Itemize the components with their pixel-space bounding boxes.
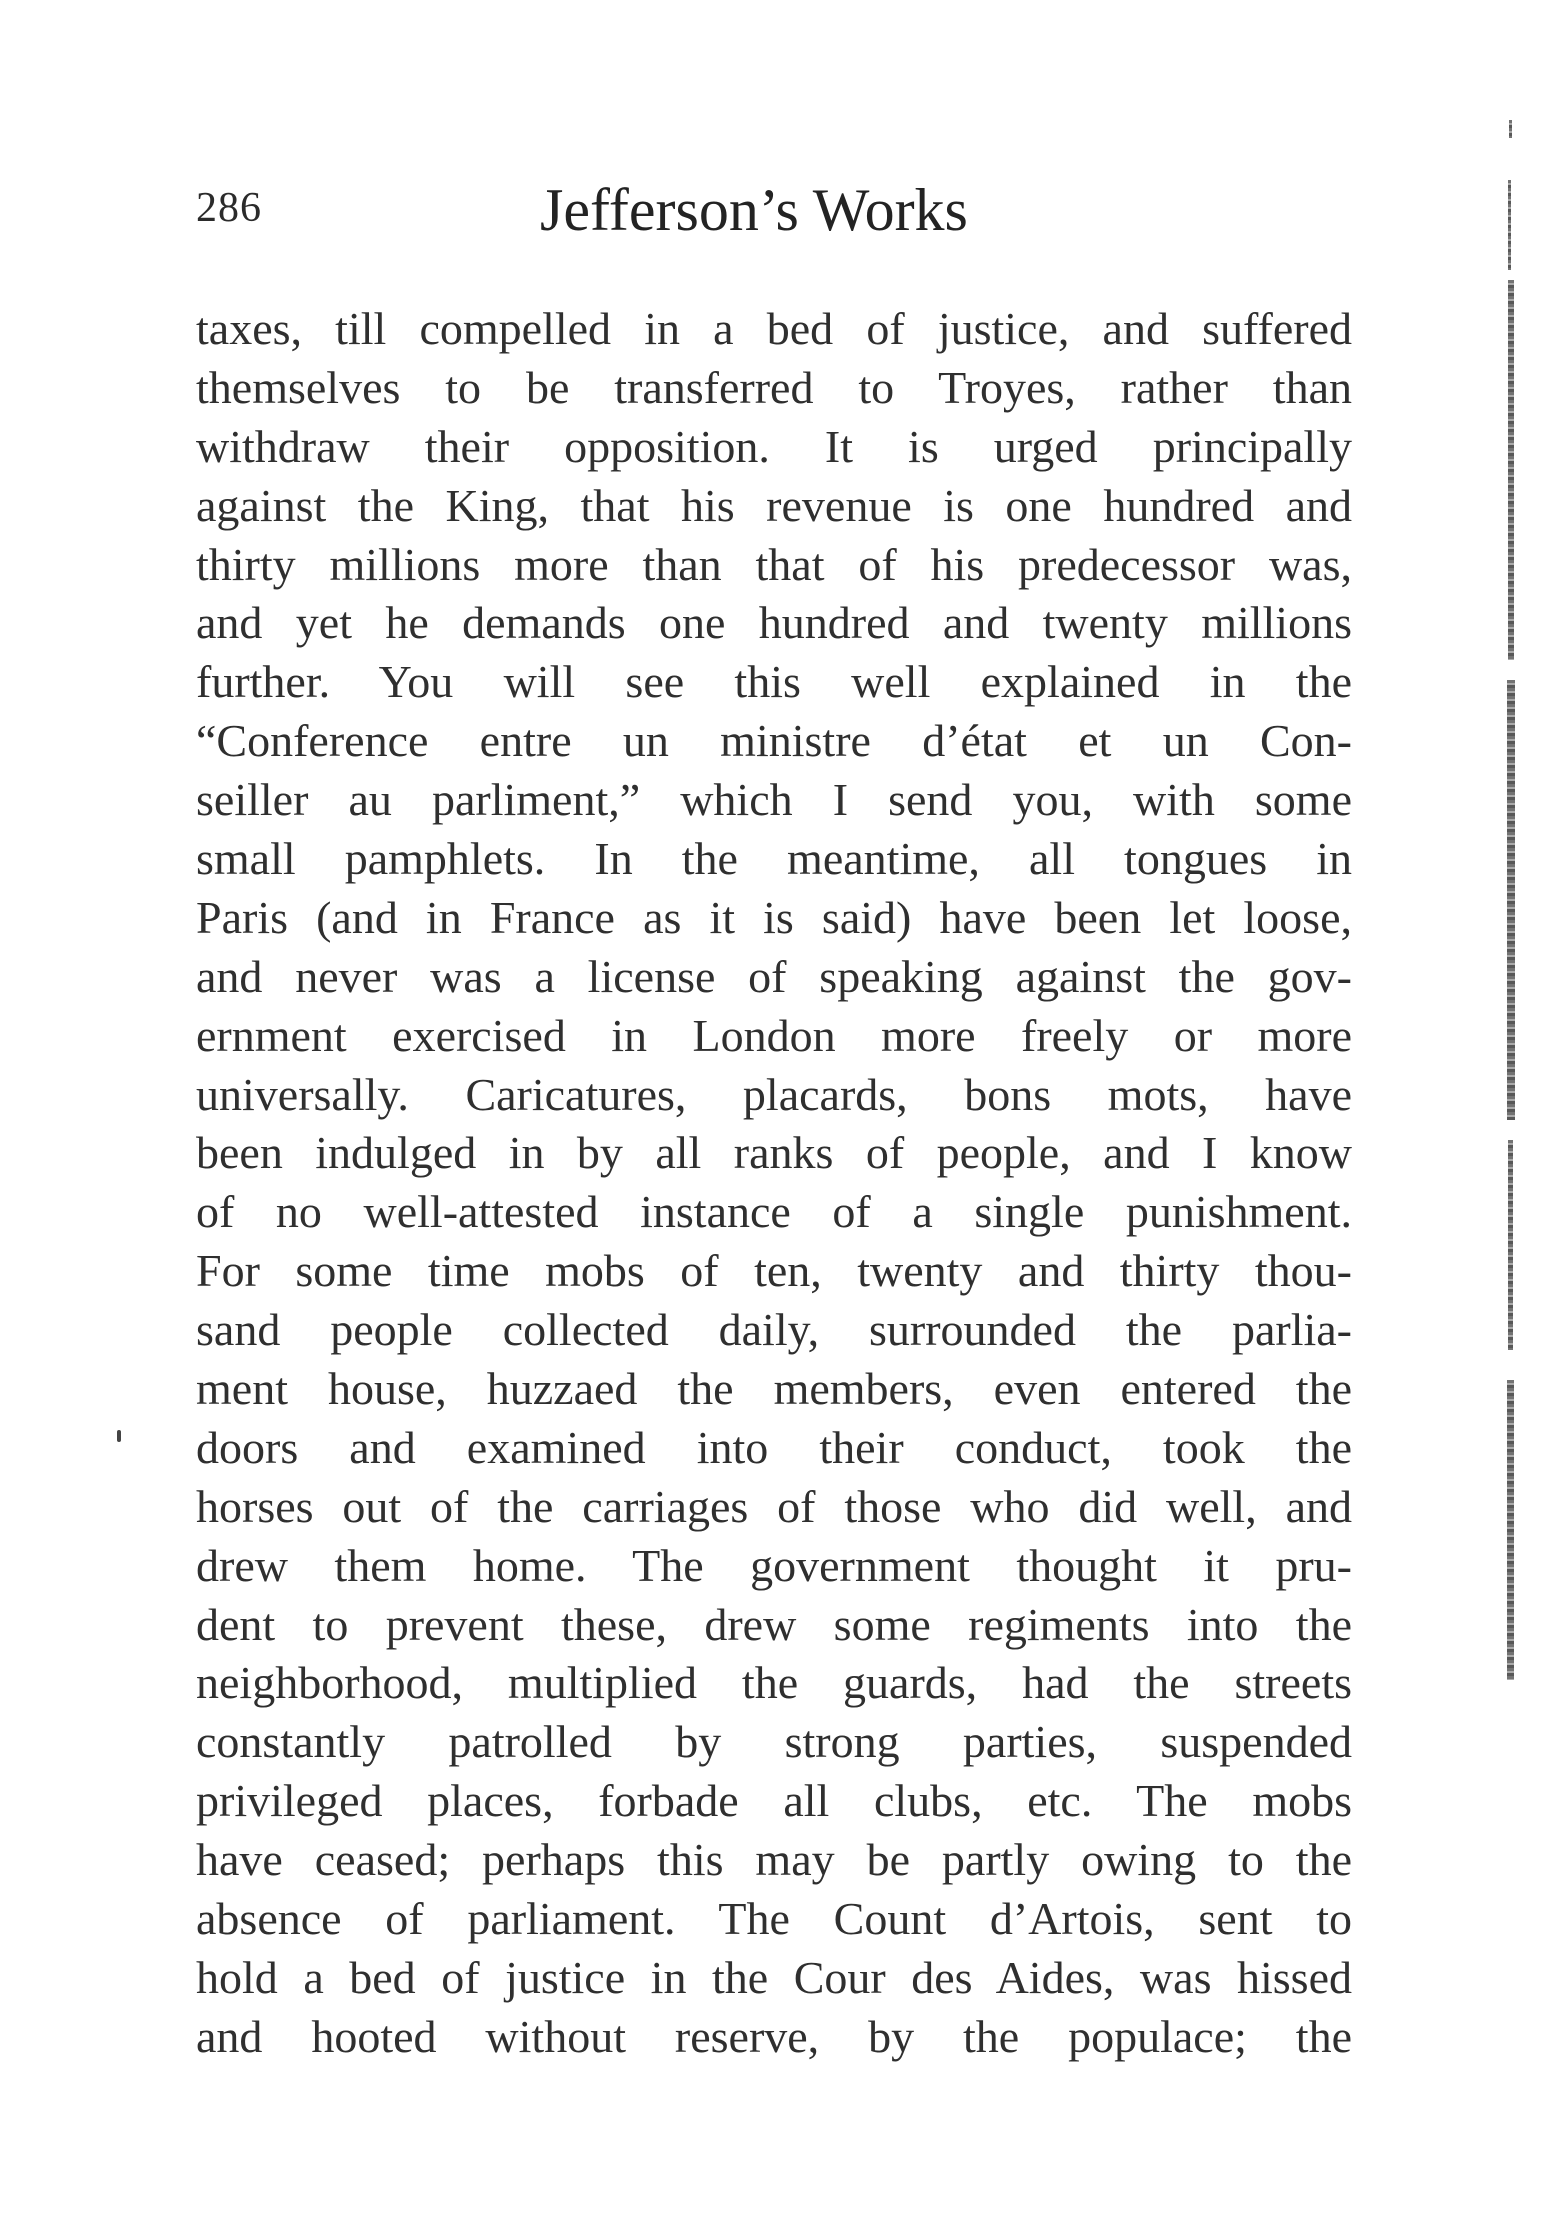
page-binding-edge — [1506, 120, 1516, 1680]
text-line: sand people collected daily, surrounded the parlia- — [196, 1304, 1352, 1356]
text-line: of no well-attested instance of a single punishment. — [196, 1186, 1352, 1238]
text-line: dent to prevent these, drew some regiments into the — [196, 1598, 1352, 1650]
text-line: universally. Caricatures, placards, bons mots, have — [196, 1068, 1352, 1120]
text-line: against the King, that his revenue is one hundred and — [196, 479, 1352, 531]
margin-mark — [117, 1430, 121, 1442]
text-line: ment house, huzzaed the members, even entered the — [196, 1363, 1352, 1415]
text-line: constantly patrolled by strong parties, suspended — [196, 1716, 1352, 1768]
text-line: For some time mobs of ten, twenty and thirty thou- — [196, 1245, 1352, 1297]
text-line: further. You will see this well explained in the — [196, 656, 1352, 708]
body-text — [196, 300, 1352, 2067]
text-line: doors and examined into their conduct, took the — [196, 1421, 1352, 1473]
text-line: neighborhood, multiplied the guards, had the streets — [196, 1657, 1352, 1709]
text-line: drew them home. The government thought it pru- — [196, 1539, 1352, 1591]
text-line: seiller au parliment,” which I send you, with some — [196, 774, 1352, 826]
text-line: hold a bed of justice in the Cour des Aides, was hissed — [196, 1951, 1352, 2003]
text-line: themselves to be transferred to Troyes, rather than — [196, 361, 1352, 413]
text-line: taxes, till compelled in a bed of justice, and suffered — [196, 303, 1352, 354]
text-line: and hooted without reserve, by the populace; the — [196, 2010, 1352, 2062]
text-line: Paris (and in France as it is said) have been let loose, — [196, 891, 1352, 943]
text-line: small pamphlets. In the meantime, all tongues in — [196, 833, 1352, 885]
running-title: Jefferson’s Works — [540, 177, 968, 243]
text-line: been indulged in by all ranks of people, and I know — [196, 1127, 1352, 1179]
text-line: and never was a license of speaking against the gov- — [196, 950, 1352, 1002]
text-line: and yet he demands one hundred and twenty millions — [196, 597, 1352, 649]
text-line: absence of parliament. The Count d’Artois, sent to — [196, 1893, 1352, 1945]
text-line: have ceased; perhaps this may be partly owing to the — [196, 1834, 1352, 1886]
text-line: privileged places, forbade all clubs, etc. The mobs — [196, 1775, 1352, 1827]
text-line: withdraw their opposition. It is urged principally — [196, 420, 1352, 472]
text-line: ernment exercised in London more freely or more — [196, 1009, 1352, 1061]
text-line: “Conference entre un ministre d’état et un Con- — [196, 715, 1352, 767]
page-number: 286 — [196, 185, 262, 231]
text-line: thirty millions more than that of his predecessor was, — [196, 538, 1352, 590]
text-line: horses out of the carriages of those who did well, and — [196, 1480, 1352, 1532]
